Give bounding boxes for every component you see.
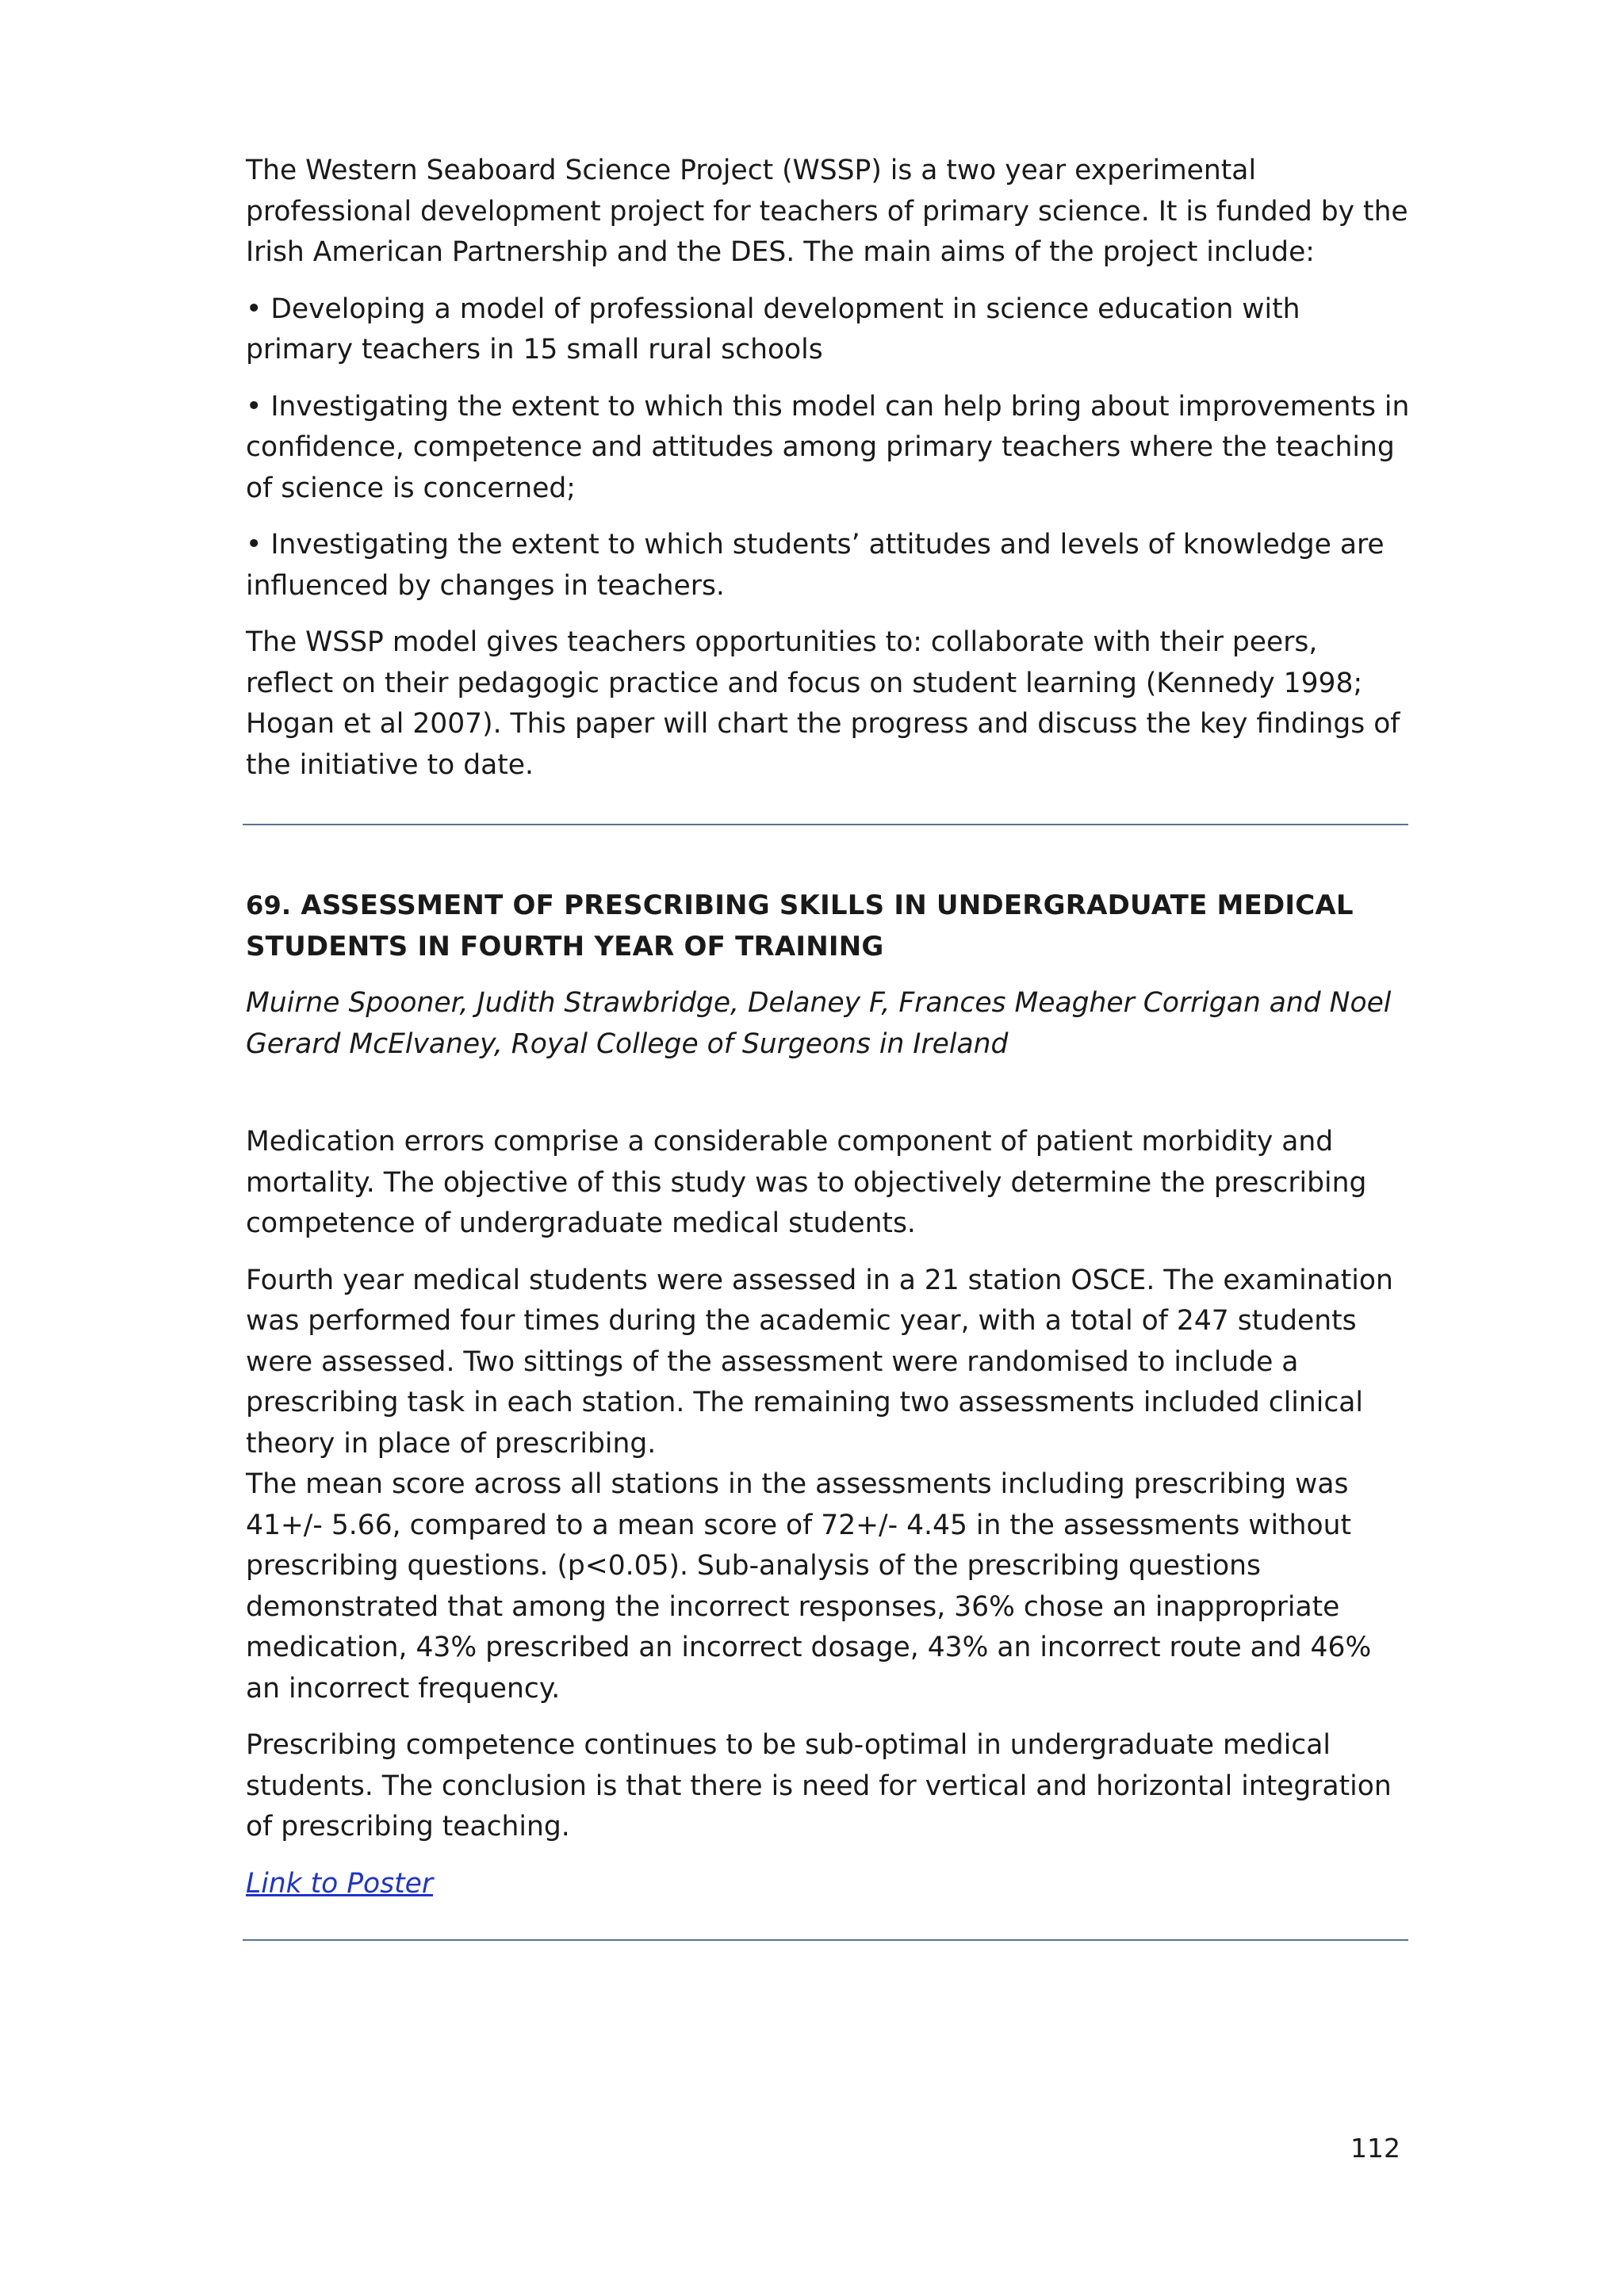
intro-paragraph: The Western Seaboard Science Project (WSSP) is a two year experimental professional development project for teachers of primary science. It is funded by the Irish American Partnership and the DES. The main aims of the project include: xyxy=(246,155,1408,268)
abstract-paragraph-methods: Fourth year medical students were assessed in a 21 station OSCE. The examination was performed four times during the academic year, with a total of 247 students were assessed. Two sittings of the assessment were randomised to include a prescribing task in each station. The remaining two assessments included clinical theory in place of prescribing. xyxy=(246,1264,1393,1460)
poster-link[interactable]: Link to Poster xyxy=(246,1867,434,1900)
intro-bullet-confidence: • Investigating the extent to which this model can help bring about improvements in confidence, competence and attitudes among primary teachers where the teaching of science is concerned; xyxy=(246,390,1410,504)
intro-bullet-students: • Investigating the extent to which students’ attitudes and levels of knowledge are influenced by changes in teachers. xyxy=(246,529,1385,602)
abstract-number: 69. xyxy=(246,890,292,920)
section-divider xyxy=(243,824,1408,825)
abstract-paragraph-results: The mean score across all stations in the assessments including prescribing was 41+/- 5.66, compared to a mean score of 72+/- 4.45 in the assessments without prescribing questions. (p<0.05). Sub-analysis of the prescribing questions demonstrated that among the incorrect responses, 36% chose an inappropriate medication, 43% prescribed an incorrect dosage, 43% an incorrect route and 46% an incorrect frequency. xyxy=(246,1468,1372,1705)
abstract-heading xyxy=(246,886,1411,967)
abstract-paragraph-conclusion: Prescribing competence continues to be sub-optimal in undergraduate medical students. The conclusion is that there is need for vertical and horizontal integration of prescribing teaching. xyxy=(246,1729,1392,1843)
abstract-authors: Muirne Spooner, Judith Strawbridge, Delaney F, Frances Meagher Corrigan and Noel Gerard McElvaney, Royal College of Surgeons in Ireland xyxy=(246,987,1392,1060)
intro-bullet-model: • Developing a model of professional development in science education with primary teachers in 15 small rural schools xyxy=(246,293,1300,365)
intro-conclusion-paragraph: The WSSP model gives teachers opportunities to: collaborate with their peers, reflect on their pedagogic practice and focus on student learning (Kennedy 1998; Hogan et al 2007). This paper will chart the progress and discuss the key findings of the initiative to date. xyxy=(246,626,1400,781)
page-content xyxy=(246,151,1411,1941)
abstract-paragraph-background: Medication errors comprise a considerable component of patient morbidity and mortality. The objective of this study was to objectively determine the prescribing competence of undergraduate medical students. xyxy=(246,1126,1367,1239)
section-divider-bottom xyxy=(243,1939,1408,1941)
abstract-title: ASSESSMENT OF PRESCRIBING SKILLS IN UNDERGRADUATE MEDICAL STUDENTS IN FOURTH YEAR OF TRAINING xyxy=(246,890,1354,962)
page-number: 112 xyxy=(1350,2133,1400,2164)
poster-link-line xyxy=(246,1864,1411,1905)
